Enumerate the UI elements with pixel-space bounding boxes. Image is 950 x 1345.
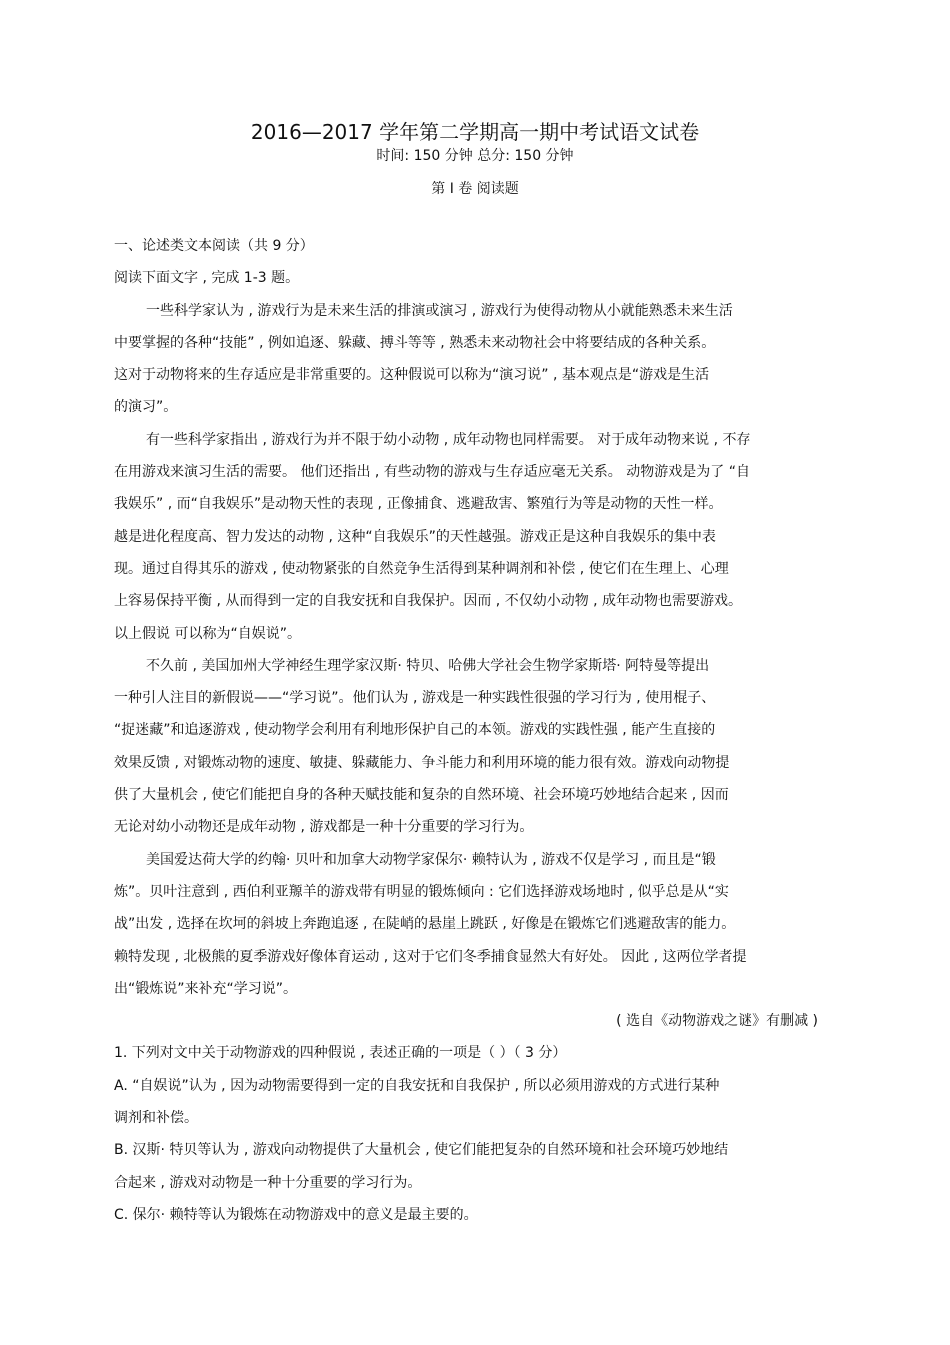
paragraph-line: 效果反馈 , 对锻炼动物的速度、敏捷、躲藏能力、争斗能力和利用环境的能力很有效。游戏向动物提 (114, 754, 730, 771)
paragraph-line: 战”出发 , 选择在坎坷的斜坡上奔跑追逐 , 在陡峭的悬崖上跳跃 , 好像是在锻炼它们逃避敌害的能力。 (114, 916, 736, 933)
option-c: C. 保尔· 赖特等认为锻炼在动物游戏中的意义是最主要的。 (114, 1206, 478, 1223)
option-b: B. 汉斯· 特贝等认为 , 游戏向动物提供了大量机会 , 使它们能把复杂的自然环境和社会环境巧妙地结 (114, 1142, 729, 1159)
option-b-continued: 合起来 , 游戏对动物是一种十分重要的学习行为。 (114, 1174, 422, 1191)
paragraph-line: 上容易保持平衡 , 从而得到一定的自我安抚和自我保护。因而 , 不仅幼小动物 , 成年动物也需要游戏。 (114, 593, 743, 610)
paragraph-line: 赖特发现 , 北极熊的夏季游戏好像体育运动 , 这对于它们冬季捕食显然大有好处。 因此 , 这两位学者提 (114, 948, 747, 965)
instruction-line: 阅读下面文字 , 完成 1-3 题。 (114, 270, 300, 287)
paragraph-line: 的演习”。 (114, 399, 178, 416)
paragraph-line: 炼”。贝叶注意到 , 西伯利亚羱羊的游戏带有明显的锻炼倾向 : 它们选择游戏场地时 , 似乎总是从“实 (114, 883, 729, 900)
paragraph-line: 出“锻炼说”来补充“学习说”。 (114, 980, 298, 997)
part-heading: 一、论述类文本阅读（共 9 分） (114, 238, 314, 254)
paragraph-line: 越是进化程度高、智力发达的动物 , 这种“自我娱乐”的天性越强。游戏正是这种自我娱乐的集中表 (114, 528, 716, 545)
question-stem: 1. 下列对文中关于动物游戏的四种假说 , 表述正确的一项是（ ）（ 3 分） (114, 1045, 567, 1062)
exam-title: 2016—2017 学年第二学期高一期中考试语文试卷 (250, 120, 700, 144)
paragraph-line: 一些科学家认为 , 游戏行为是未来生活的排演或演习 , 游戏行为使得动物从小就能熟悉未来生活 (146, 302, 733, 319)
option-a: A. “自娱说”认为 , 因为动物需要得到一定的自我安抚和自我保护 , 所以必须用游戏的方式进行某种 (114, 1077, 720, 1094)
paragraph-line: “捉迷藏”和追逐游戏 , 使动物学会利用有利地形保护自己的本领。游戏的实践性强 , 能产生直接的 (114, 722, 716, 739)
paragraph-line: 中要掌握的各种“技能” , 例如追逐、躲藏、搏斗等等 , 熟悉未来动物社会中将要结成的各种关系。 (114, 334, 716, 351)
paragraph-line: 在用游戏来演习生活的需要。 他们还指出 , 有些动物的游戏与生存适应毫无关系。 动物游戏是为了 “自 (114, 464, 750, 481)
paragraph-line: 一种引人注目的新假说——“学习说”。他们认为 , 游戏是一种实践性很强的学习行为 , 使用棍子、 (114, 690, 716, 707)
paragraph-line: 供了大量机会 , 使它们能把自身的各种天赋技能和复杂的自然环境、社会环境巧妙地结合起来 , 因而 (114, 787, 729, 804)
source-citation: ( 选自《动物游戏之谜》有删减 ) (616, 1013, 818, 1030)
body-text (114, 230, 838, 1231)
paragraph-line: 有一些科学家指出 , 游戏行为并不限于幼小动物 , 成年动物也同样需要。 对于成年动物来说 , 不存 (146, 431, 751, 448)
paragraph-line: 以上假说 可以称为“自娱说”。 (114, 625, 301, 642)
paragraph-line: 不久前 , 美国加州大学神经生理学家汉斯· 特贝、哈佛大学社会生物学家斯塔· 阿特曼等提出 (146, 657, 710, 674)
paragraph-line: 无论对幼小动物还是成年动物 , 游戏都是一种十分重要的学习行为。 (114, 819, 534, 836)
option-a-continued: 调剂和补偿。 (114, 1110, 198, 1127)
section-heading: 第 I 卷 阅读题 (431, 181, 519, 197)
paragraph-line: 美国爱达荷大学的约翰· 贝叶和加拿大动物学家保尔· 赖特认为 , 游戏不仅是学习 , 而且是“锻 (146, 851, 716, 868)
paragraph-line: 这对于动物将来的生存适应是非常重要的。这种假说可以称为“演习说” , 基本观点是“游戏是生活 (114, 367, 710, 384)
paragraph-line: 我娱乐” , 而“自我娱乐”是动物天性的表现 , 正像捕食、逃避敌害、繁殖行为等是动物的天性一样。 (114, 496, 723, 513)
exam-time-score: 时间: 150 分钟 总分: 150 分钟 (376, 148, 574, 164)
paragraph-line: 现。通过自得其乐的游戏 , 使动物紧张的自然竞争生活得到某种调剂和补偿 , 使它们在生理上、心理 (114, 560, 729, 577)
